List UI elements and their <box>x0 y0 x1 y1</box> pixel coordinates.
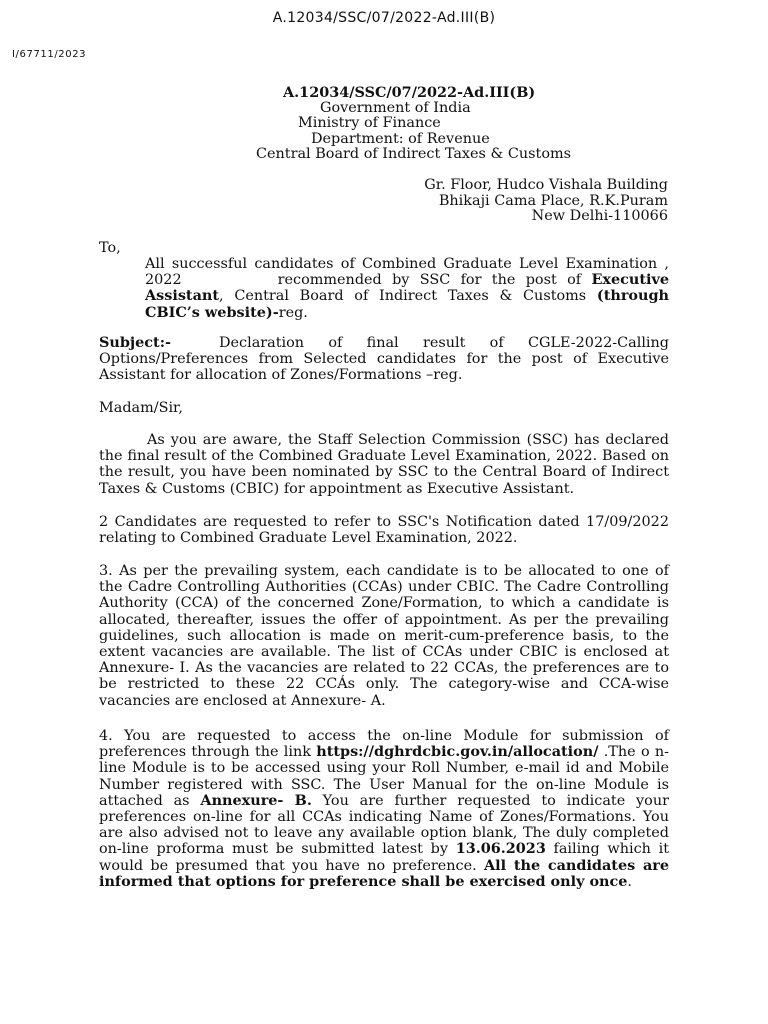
annexure-b: Annexure- B. <box>200 791 312 809</box>
paragraph-4-end: . <box>627 873 632 890</box>
paragraph-4-text-1: 4. You are requested to access the on-line Module for submission of preferences through the link <box>99 728 669 761</box>
addressee-block <box>145 256 669 321</box>
subject-paragraph <box>99 335 669 384</box>
addressee-text-3: , Central Board of Indirect Taxes & Customs <box>219 288 587 305</box>
post-name: Executive Assistant <box>145 271 669 305</box>
deadline-date: 13.06.2023 <box>455 840 546 858</box>
address-line-2: Bhikaji Cama Place, R.K.Puram <box>438 192 668 209</box>
office-address <box>424 178 668 225</box>
paragraph-4 <box>99 728 669 890</box>
paragraph-4-text-3: You are further requested to indicate your preferences on-line for all CCAs indicating Name of Zones/Formations. You are also advised not to leave any available option blank, The duly completed on-line proforma must be submitted latest by <box>99 792 669 858</box>
addressee-text-4: reg. <box>278 304 308 321</box>
allocation-link[interactable]: https://dghrdcbic.gov.in/allocation/ <box>316 743 599 761</box>
paragraph-1-text: As you are aware, the Staff Selection Commission (SSC) has declared the final result of the Combined Graduate Level Examination, 2022. Based on the result, you have been nominated by SSC to the Central Board of Indirect Taxes & Customs (CBIC) for appointment as Executive Assistant. <box>99 432 669 497</box>
salutation: Madam/Sir, <box>99 400 183 416</box>
handwritten-reference: A.12034/SSC/07/2022-Ad.III(B) <box>272 10 496 26</box>
once-notice: All the candidates are informed that options for preference shall be exercised only once <box>99 856 669 890</box>
paragraph-4-text-4: failing which it would be presumed that you have no preference. <box>99 841 670 874</box>
addressee-text-1: All successful candidates of Combined Graduate Level Examination , 2022 <box>145 256 669 289</box>
reference-number: A.12034/SSC/07/2022-Ad.III(B) <box>283 84 536 101</box>
file-number: I/67711/2023 <box>12 49 87 60</box>
ministry-line: Ministry of Finance <box>298 115 441 132</box>
paragraph-1 <box>99 432 669 497</box>
government-line: Government of India <box>320 99 471 116</box>
board-line: Central Board of Indirect Taxes & Customs <box>256 146 572 163</box>
subject-label: Subject:- <box>99 334 171 351</box>
paragraph-2: 2 Candidates are requested to refer to SSC's Notification dated 17/09/2022 relating to Combined Graduate Level Examination, 2022. <box>99 514 669 547</box>
department-line: Department: of Revenue <box>311 130 490 147</box>
through-website: (through CBIC’s website)- <box>145 287 669 321</box>
letterhead <box>0 85 768 163</box>
addressee-text-2: recommended by SSC for the post of <box>277 272 582 289</box>
subject-text: Declaration of final result of CGLE-2022-Calling Options/Preferences from Selected candidates for the post of Executive Assistant for allocation of Zones/Formations –reg. <box>99 335 669 384</box>
address-line-3: New Delhi-110066 <box>531 208 668 225</box>
address-line-1: Gr. Floor, Hudco Vishala Building <box>424 177 668 193</box>
paragraph-3: 3. As per the prevailing system, each candidate is to be allocated to one of the Cadre Controlling Authorities (CCAs) under CBIC. The Cadre Controlling Authority (CCA) of the concerned Zone/Formation, to which a candidate is allocated, thereafter, issues the offer of appointment. As per the prevailing guidelines, such allocation is made on merit-cum-preference basis, to the extent vacancies are available. The list of CCAs under CBIC is enclosed at Annexure- I. As the vacancies are related to 22 CCAs, the preferences are to be restricted to these 22 CCÁs only. The category-wise and CCA-wise vacancies are enclosed at Annexure- A. <box>99 563 669 709</box>
to-label: To, <box>99 240 121 256</box>
paragraph-4-text-2: .The o n-line Module is to be accessed using your Roll Number, e-mail id and Mobile Number registered with SSC. The User Manual for the on-line Module is attached as <box>99 744 670 809</box>
